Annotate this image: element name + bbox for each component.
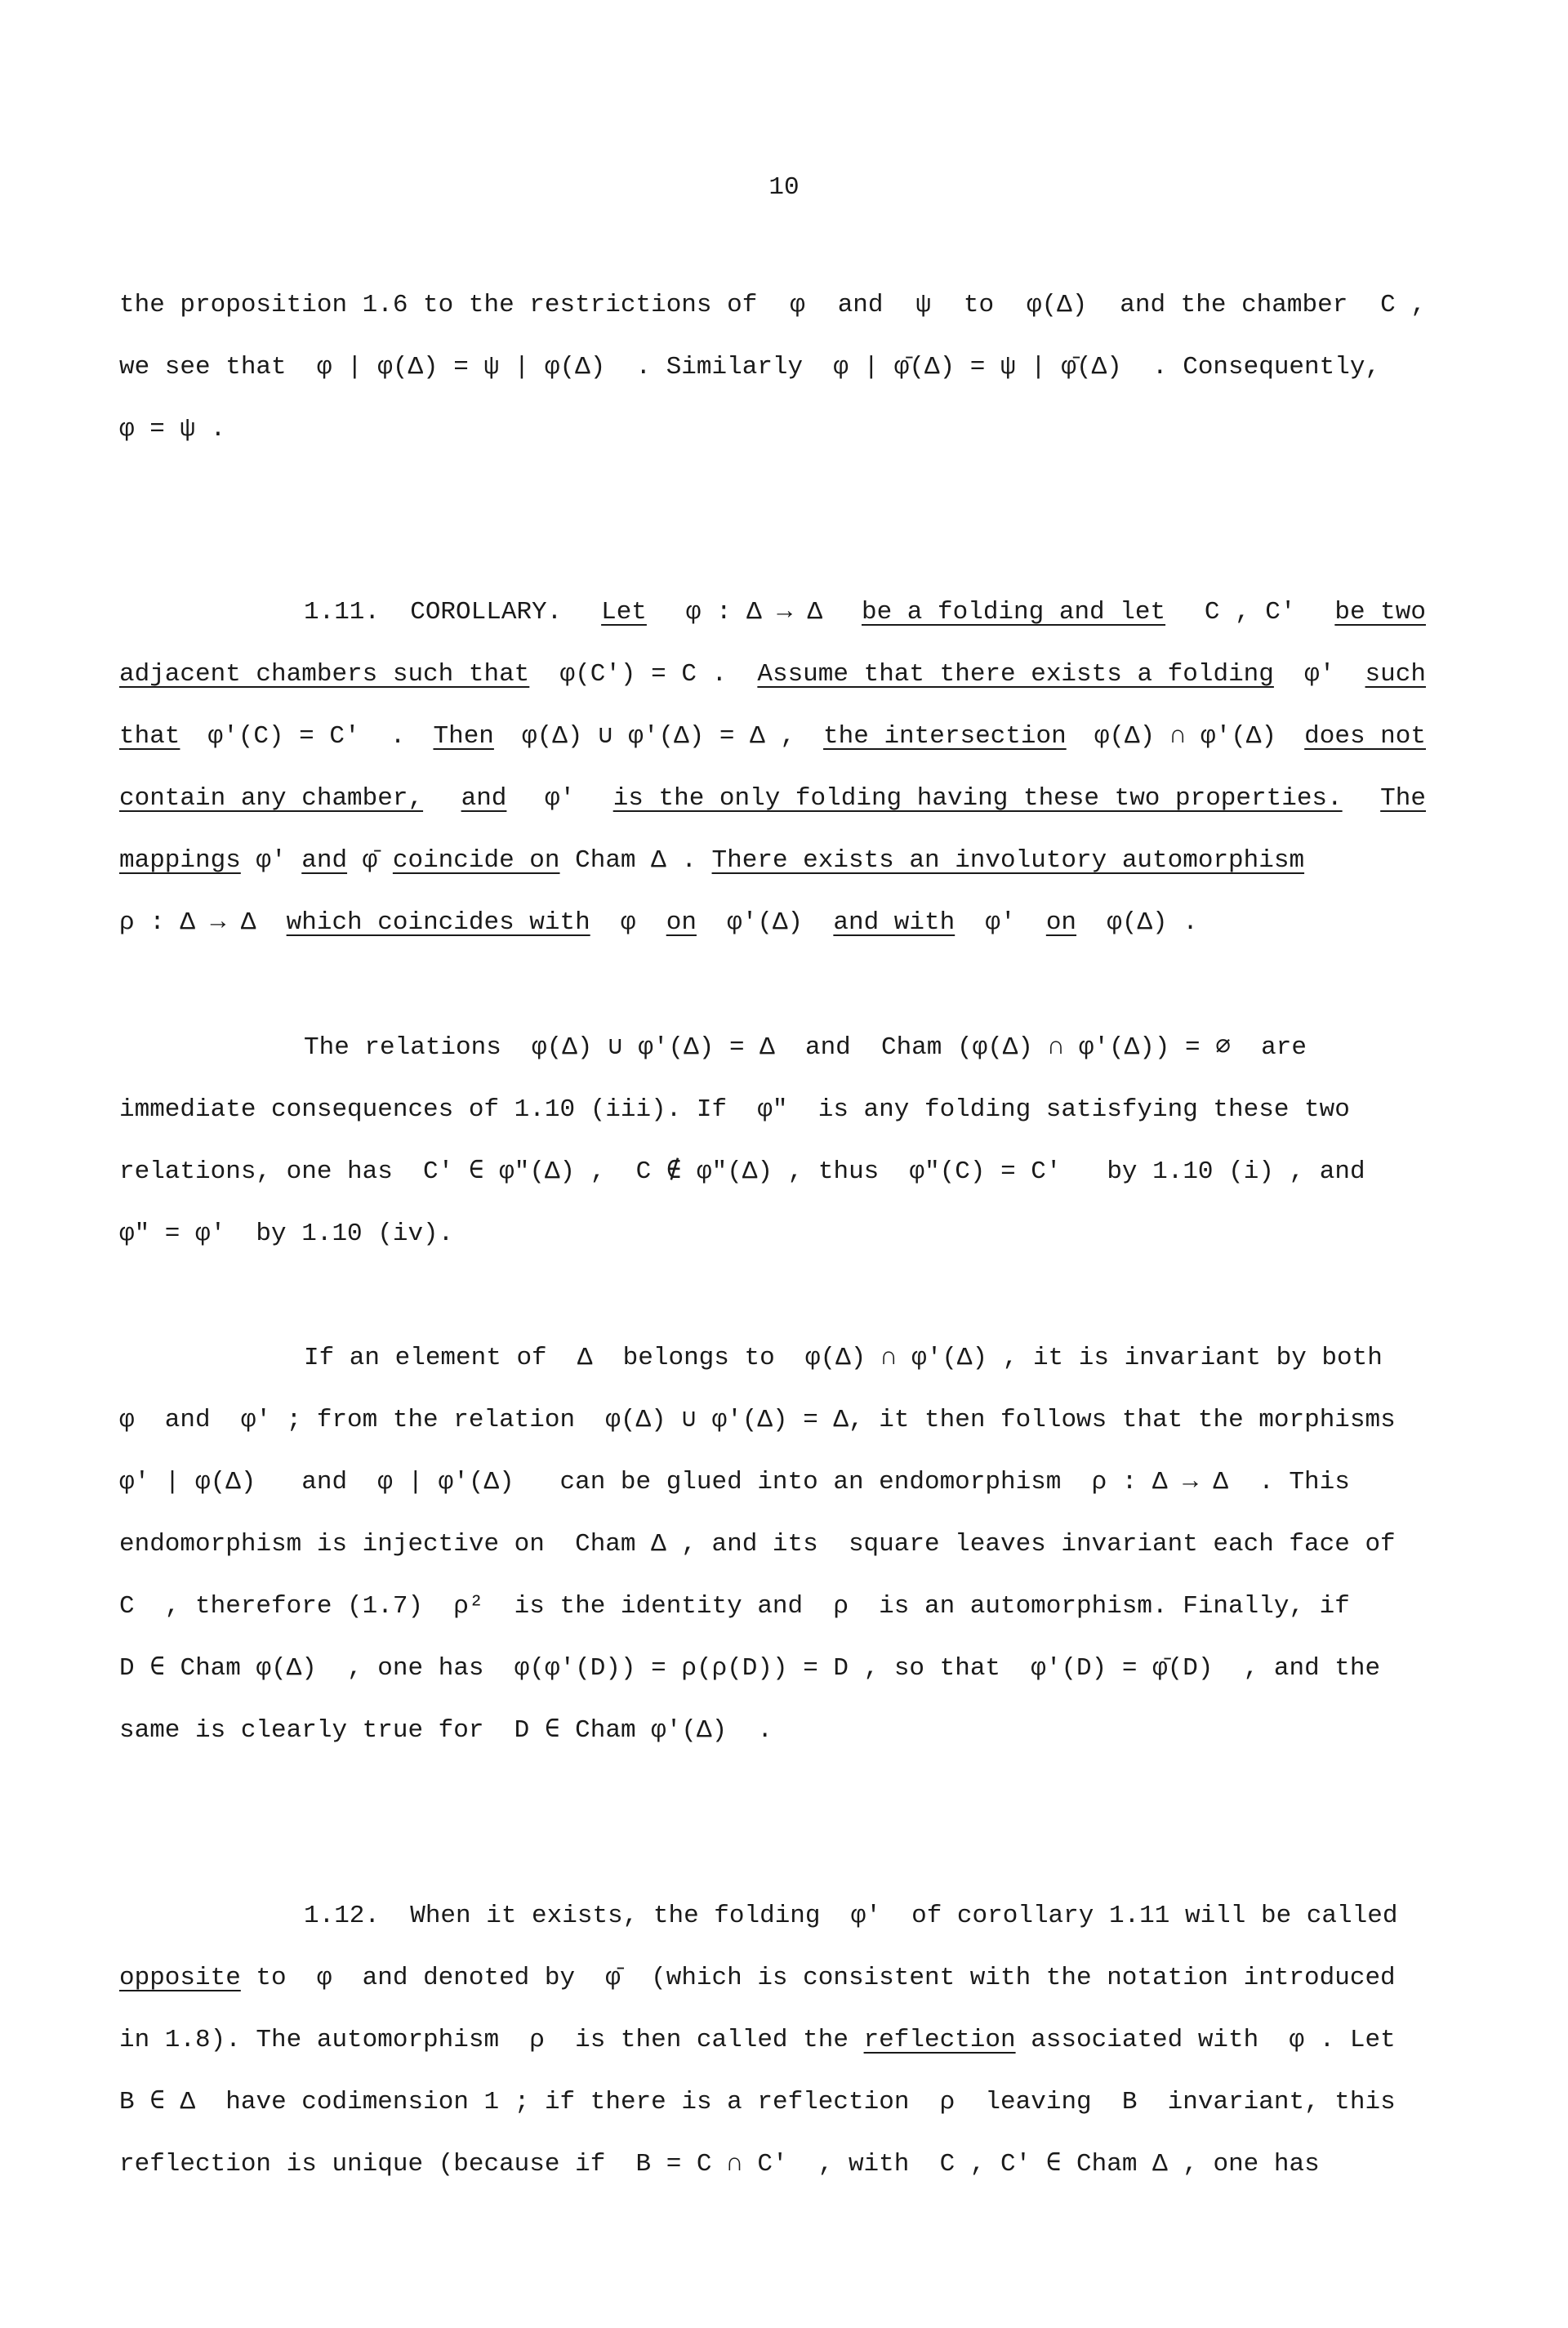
underlined-text: mappings — [119, 846, 241, 875]
text-line — [119, 2009, 1426, 2072]
text-segment: φ' | φ(Δ) and φ | φ'(Δ) can be glued into an endomorphism ρ : Δ → Δ . This — [119, 1468, 1350, 1496]
text-segment: same is clearly true for D ∈ Cham φ'(Δ) . — [119, 1716, 773, 1745]
text-segment: φ' — [544, 784, 576, 813]
text-segment: If an element of Δ belongs to φ(Δ) ∩ φ'(Δ) , it is invariant by both — [304, 1344, 1383, 1372]
underlined-text: is the only folding having these two properties. — [612, 784, 1343, 813]
text-segment: C , therefore (1.7) ρ² is the identity and ρ is an automorphism. Finally, if — [119, 1592, 1350, 1621]
text-segment: B ∈ Δ have codimension 1 ; if there is a reflection ρ leaving B invariant, this — [119, 2088, 1396, 2116]
underlined-text: and with — [833, 908, 956, 937]
text-line — [119, 1203, 1426, 1265]
text-segment: associated with φ . Let — [1015, 2026, 1396, 2054]
paragraph-proof-relations — [119, 1017, 1426, 1265]
text-segment: 1.12. When it exists, the folding φ' of corollary 1.11 will be called — [304, 1902, 1398, 1930]
text-line — [119, 1389, 1426, 1452]
text-line — [119, 768, 1426, 830]
text-segment: relations, one has C' ∈ φ"(Δ) , C ∉ φ"(Δ) , thus φ"(C) = C' by 1.10 (i) , and — [119, 1157, 1365, 1186]
text-segment: φ = ψ . — [119, 415, 226, 444]
text-line — [119, 337, 1426, 399]
text-segment: immediate consequences of 1.10 (iii). If φ" is any folding satisfying these two — [119, 1095, 1350, 1124]
underlined-text: be two — [1334, 598, 1426, 627]
text-segment: φ(Δ) ∪ φ'(Δ) = Δ , — [522, 722, 795, 751]
underlined-text: Then — [433, 722, 494, 751]
underlined-text: Let — [601, 598, 647, 627]
text-line — [119, 1017, 1426, 1079]
text-segment: ψ — [915, 291, 931, 319]
paragraph-corollary-1-11 — [119, 582, 1426, 954]
underlined-text: such — [1365, 660, 1426, 689]
text-segment: the proposition 1.6 to the restrictions of — [119, 291, 758, 319]
text-line — [119, 582, 1426, 644]
underlined-text: the intersection — [823, 722, 1067, 751]
text-line — [119, 1576, 1426, 1638]
text-segment: φ and φ' ; from the relation φ(Δ) ∪ φ'(Δ) = Δ, it then follows that the morphisms — [119, 1406, 1396, 1434]
text-segment: and — [837, 291, 884, 319]
underlined-text: adjacent chambers such that — [119, 660, 530, 689]
text-segment: in 1.8). The automorphism ρ is then called the — [119, 2026, 864, 2054]
underlined-text: which coincides with — [286, 908, 590, 937]
underlined-text: coincide on — [392, 846, 560, 875]
underlined-text: reflection — [863, 2026, 1016, 2054]
text-line — [119, 644, 1426, 706]
text-line — [119, 1885, 1426, 1947]
text-line — [119, 399, 1426, 461]
text-segment: φ — [590, 908, 666, 937]
text-line — [119, 1638, 1426, 1700]
text-line — [119, 1141, 1426, 1203]
text-line — [119, 2072, 1426, 2134]
underlined-text: on — [1045, 908, 1077, 937]
text-segment: φ̄ — [347, 846, 393, 875]
page-number: 10 — [768, 173, 800, 202]
underlined-text: and — [461, 784, 507, 813]
text-segment: The relations φ(Δ) ∪ φ'(Δ) = Δ and Cham (φ(Δ) ∩ φ'(Δ)) = ∅ are — [304, 1033, 1307, 1062]
text-segment: φ(Δ) ∩ φ'(Δ) — [1094, 722, 1277, 751]
text-segment: and the chamber — [1120, 291, 1348, 319]
text-segment: ρ : Δ → Δ — [119, 908, 287, 937]
text-segment: endomorphism is injective on Cham Δ , and its square leaves invariant each face of — [119, 1530, 1396, 1559]
underlined-text: does not — [1304, 722, 1426, 751]
text-line — [119, 1327, 1426, 1389]
text-segment: 1.11. COROLLARY. — [304, 598, 563, 627]
underlined-text: that — [119, 722, 180, 751]
text-segment: reflection is unique (because if B = C ∩ C' , with C , C' ∈ Cham Δ , one has — [119, 2150, 1320, 2179]
text-line — [119, 274, 1426, 337]
text-line — [119, 1700, 1426, 1762]
text-line — [119, 2134, 1426, 2196]
underlined-text: opposite — [119, 1964, 241, 1992]
underlined-text: on — [666, 908, 697, 937]
text-segment: φ' — [955, 908, 1046, 937]
text-segment: φ'(C) = C' . — [207, 722, 406, 751]
text-segment: φ' — [240, 846, 302, 875]
text-segment: φ : Δ → Δ — [685, 598, 823, 627]
text-segment: φ" = φ' by 1.10 (iv). — [119, 1220, 454, 1248]
underlined-text: Assume that there exists a folding — [757, 660, 1274, 689]
text-segment: φ — [790, 291, 805, 319]
text-line — [119, 706, 1426, 768]
underlined-text: The — [1380, 784, 1426, 813]
underlined-text: There exists an involutory automorphism — [711, 846, 1305, 875]
text-line — [119, 830, 1426, 892]
text-segment: φ' — [1304, 660, 1335, 689]
text-segment: φ(C') = C . — [559, 660, 728, 689]
paragraph-continuation — [119, 274, 1426, 461]
text-segment: to — [963, 291, 995, 319]
text-segment: φ(Δ) — [1026, 291, 1088, 319]
text-segment: C , C' — [1204, 598, 1296, 627]
text-segment: we see that φ | φ(Δ) = ψ | φ(Δ) . Similarly φ | φ̄(Δ) = ψ | φ̄(Δ) . Consequently, — [119, 353, 1381, 381]
paragraph-proof-invariant — [119, 1327, 1426, 1762]
text-line — [119, 892, 1426, 954]
text-line — [119, 1079, 1426, 1141]
underlined-text: be a folding and let — [862, 598, 1166, 627]
text-line — [119, 1514, 1426, 1576]
text-segment: D ∈ Cham φ(Δ) , one has φ(φ'(D)) = ρ(ρ(D)) = D , so that φ'(D) = φ̄(D) , and the — [119, 1654, 1381, 1683]
text-segment: φ'(Δ) — [696, 908, 834, 937]
text-segment: to φ and denoted by φ̄ (which is consistent with the notation introduced — [240, 1964, 1396, 1992]
text-line — [119, 1452, 1426, 1514]
text-segment: φ(Δ) . — [1076, 908, 1198, 937]
text-segment: C , — [1380, 291, 1426, 319]
text-segment: Cham Δ . — [559, 846, 712, 875]
text-line — [119, 1947, 1426, 2009]
underlined-text: and — [301, 846, 348, 875]
paragraph-1-12 — [119, 1885, 1426, 2196]
underlined-text: contain any chamber, — [119, 784, 424, 813]
